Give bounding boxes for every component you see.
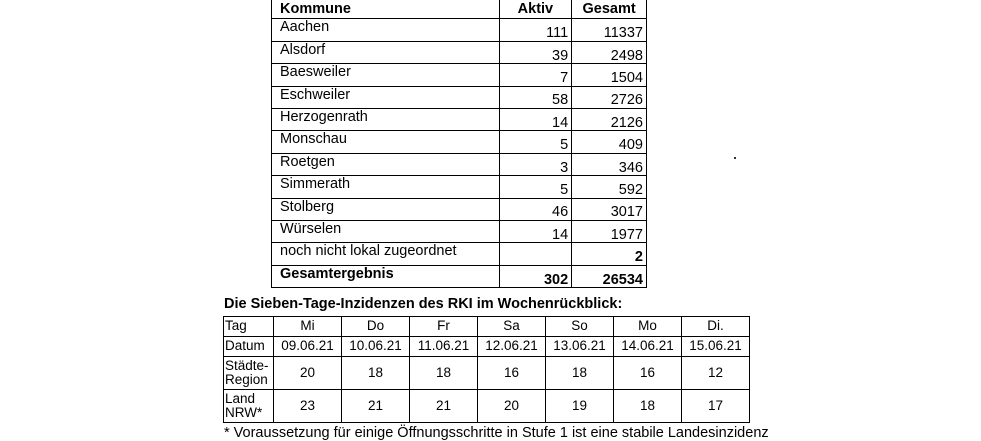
gesamt-value: 1977 bbox=[572, 220, 647, 242]
value-cell: 23 bbox=[274, 390, 342, 423]
staedteregion-row bbox=[224, 357, 750, 390]
aktiv-value: 14 bbox=[499, 108, 572, 130]
day-cell: Fr bbox=[410, 317, 478, 337]
date-cell: 15.06.21 bbox=[682, 337, 750, 357]
label-line2: Region bbox=[225, 372, 268, 387]
kommune-name: Simmerath bbox=[272, 176, 500, 198]
value-cell: 18 bbox=[546, 357, 614, 390]
table-row bbox=[272, 41, 647, 63]
kommune-name: Würselen bbox=[272, 220, 500, 242]
land-nrw-row bbox=[224, 390, 750, 423]
date-cell: 11.06.21 bbox=[410, 337, 478, 357]
aktiv-value: 3 bbox=[499, 153, 572, 175]
aktiv-value: 7 bbox=[499, 64, 572, 86]
value-cell: 18 bbox=[342, 357, 410, 390]
kommune-name: noch nicht lokal zugeordnet bbox=[272, 243, 500, 265]
date-cell: 12.06.21 bbox=[478, 337, 546, 357]
gesamt-value: 11337 bbox=[572, 19, 647, 41]
total-label: Gesamtergebnis bbox=[272, 265, 500, 287]
label-line1: Städte- bbox=[225, 357, 269, 373]
value-cell: 16 bbox=[614, 357, 682, 390]
aktiv-value: 111 bbox=[499, 19, 572, 41]
value-cell: 17 bbox=[682, 390, 750, 423]
table-row bbox=[272, 64, 647, 86]
date-cell: 14.06.21 bbox=[614, 337, 682, 357]
kommune-name: Alsdorf bbox=[272, 41, 500, 63]
row-label-staedteregion bbox=[224, 357, 274, 390]
value-cell: 21 bbox=[342, 390, 410, 423]
table-row bbox=[272, 243, 647, 265]
day-cell: Mi bbox=[274, 317, 342, 337]
table-row bbox=[272, 108, 647, 130]
value-cell: 21 bbox=[410, 390, 478, 423]
total-gesamt: 26534 bbox=[572, 265, 647, 287]
gesamt-value: 346 bbox=[572, 153, 647, 175]
kommune-name: Aachen bbox=[272, 19, 500, 41]
row-label-datum: Datum bbox=[224, 337, 274, 357]
value-cell: 18 bbox=[614, 390, 682, 423]
gesamt-value: 2126 bbox=[572, 108, 647, 130]
header-kommune: Kommune bbox=[272, 0, 500, 19]
table-row bbox=[272, 198, 647, 220]
day-cell: Di. bbox=[682, 317, 750, 337]
table-row bbox=[272, 176, 647, 198]
aktiv-value: 39 bbox=[499, 41, 572, 63]
day-cell: Mo bbox=[614, 317, 682, 337]
kommune-name: Monschau bbox=[272, 131, 500, 153]
gesamt-value: 1504 bbox=[572, 64, 647, 86]
label-line2: NRW* bbox=[225, 405, 263, 420]
aktiv-value: 46 bbox=[499, 198, 572, 220]
gesamt-value: 2 bbox=[572, 243, 647, 265]
kommunen-table bbox=[271, 0, 647, 288]
kommune-name: Stolberg bbox=[272, 198, 500, 220]
kommune-name: Herzogenrath bbox=[272, 108, 500, 130]
aktiv-value: 14 bbox=[499, 220, 572, 242]
date-cell: 09.06.21 bbox=[274, 337, 342, 357]
aktiv-value: 5 bbox=[499, 131, 572, 153]
day-cell: Sa bbox=[478, 317, 546, 337]
aktiv-value: 5 bbox=[499, 176, 572, 198]
value-cell: 16 bbox=[478, 357, 546, 390]
day-row bbox=[224, 317, 750, 337]
label-line1: Land bbox=[225, 390, 256, 406]
table-row bbox=[272, 153, 647, 175]
gesamt-value: 2498 bbox=[572, 41, 647, 63]
footnote: * Voraussetzung für einige Öffnungsschritte in Stufe 1 ist eine stabile Landesinzidenz bbox=[224, 425, 769, 441]
table-row bbox=[272, 86, 647, 108]
day-cell: Do bbox=[342, 317, 410, 337]
table-row bbox=[272, 131, 647, 153]
date-cell: 13.06.21 bbox=[546, 337, 614, 357]
day-cell: So bbox=[546, 317, 614, 337]
value-cell: 20 bbox=[274, 357, 342, 390]
gesamt-value: 2726 bbox=[572, 86, 647, 108]
value-cell: 20 bbox=[478, 390, 546, 423]
gesamt-value: 3017 bbox=[572, 198, 647, 220]
value-cell: 12 bbox=[682, 357, 750, 390]
row-label-tag: Tag bbox=[224, 317, 274, 337]
row-label-land-nrw bbox=[224, 390, 274, 423]
stray-dot bbox=[734, 157, 736, 159]
incidence-title: Die Sieben-Tage-Inzidenzen des RKI im Wochenrückblick: bbox=[224, 296, 623, 312]
aktiv-value bbox=[499, 243, 572, 265]
gesamt-value: 592 bbox=[572, 176, 647, 198]
kommune-name: Baesweiler bbox=[272, 64, 500, 86]
kommune-name: Eschweiler bbox=[272, 86, 500, 108]
total-aktiv: 302 bbox=[499, 265, 572, 287]
value-cell: 19 bbox=[546, 390, 614, 423]
total-row bbox=[272, 265, 647, 287]
aktiv-value: 58 bbox=[499, 86, 572, 108]
gesamt-value: 409 bbox=[572, 131, 647, 153]
header-gesamt: Gesamt bbox=[572, 0, 647, 19]
date-cell: 10.06.21 bbox=[342, 337, 410, 357]
table-row bbox=[272, 19, 647, 41]
table-header-row bbox=[272, 0, 647, 19]
kommune-name: Roetgen bbox=[272, 153, 500, 175]
header-aktiv: Aktiv bbox=[499, 0, 572, 19]
table-row bbox=[272, 220, 647, 242]
value-cell: 18 bbox=[410, 357, 478, 390]
incidence-table bbox=[223, 316, 750, 423]
date-row bbox=[224, 337, 750, 357]
